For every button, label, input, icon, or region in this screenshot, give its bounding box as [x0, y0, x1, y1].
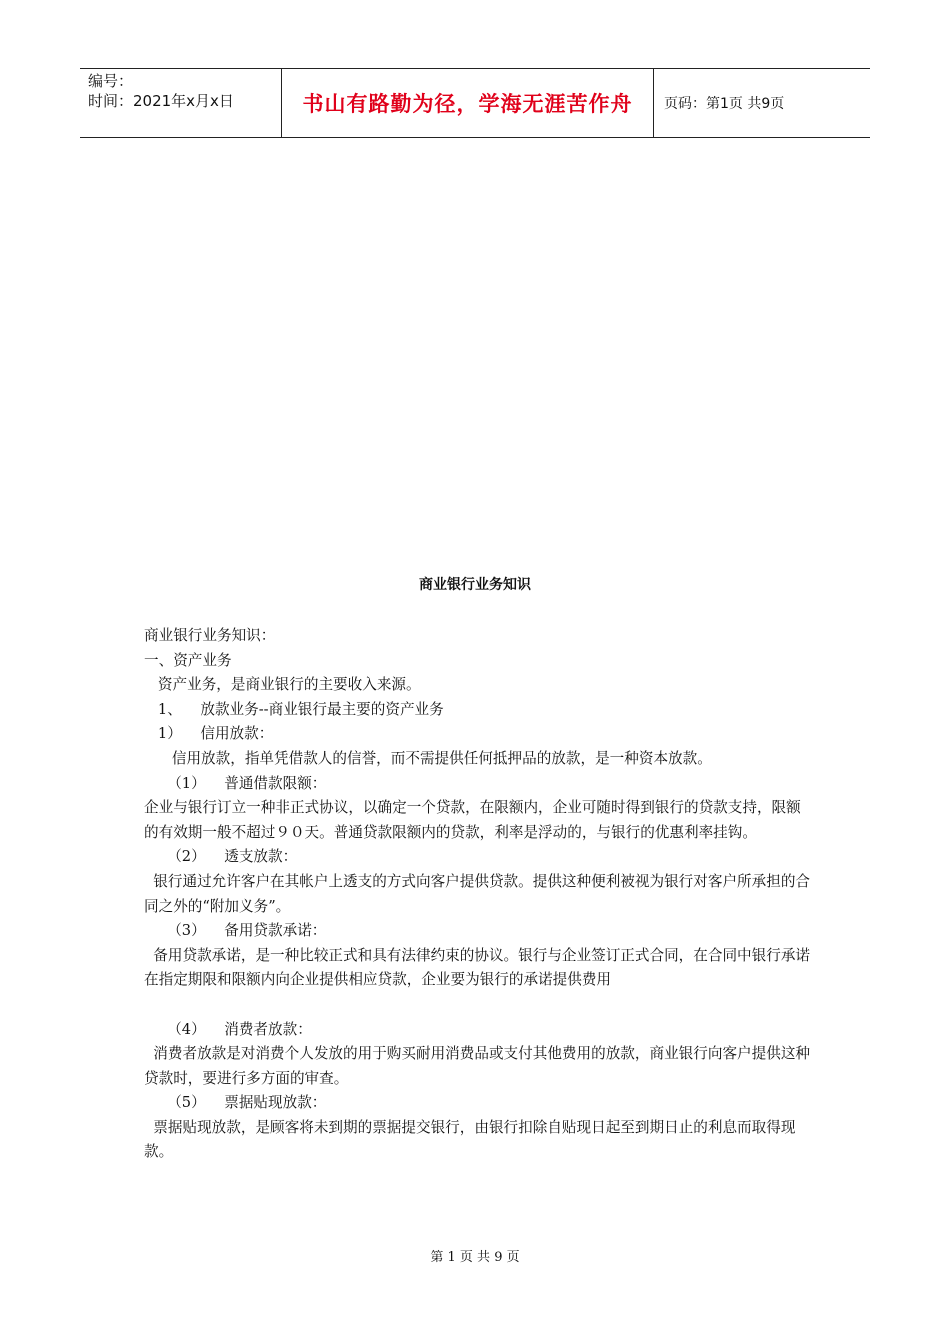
paragraph: 一、资产业务	[144, 651, 232, 669]
time-label: 时间：2021年x月x日	[88, 92, 234, 110]
paragraph: （4） 消费者放款：	[144, 1020, 312, 1038]
paragraph: （5） 票据贴现放款：	[144, 1094, 327, 1112]
paragraph: （2） 透支放款：	[144, 848, 298, 866]
paragraph: 1、 放款业务--商业银行最主要的资产业务	[144, 700, 444, 718]
paragraph: 票据贴现放款，是顾客将未到期的票据提交银行，由银行扣除自贴现日起至到期日止的利息而取得现款。	[144, 1118, 796, 1161]
document-title: 商业银行业务知识	[419, 577, 531, 593]
header-page-info: 页码：第1页 共9页	[664, 96, 785, 112]
paragraph: 1） 信用放款：	[144, 725, 274, 743]
paragraph: 银行通过允许客户在其帐户上透支的方式向客户提供贷款。提供这种便利被视为银行对客户所承担的合同之外的“附加义务”。	[144, 872, 811, 915]
paragraph: 信用放款，指单凭借款人的信誉，而不需提供任何抵押品的放款，是一种资本放款。	[144, 749, 712, 767]
page-footer: 第 1 页 共 9 页	[430, 1250, 520, 1265]
paragraph: 企业与银行订立一种非正式协议，以确定一个贷款，在限额内，企业可随时得到银行的贷款支持，限额的有效期一般不超过９０天。普通贷款限额内的贷款，利率是浮动的，与银行的优惠利率挂钩。	[144, 799, 801, 841]
paragraph	[144, 993, 810, 1018]
paragraph: 消费者放款是对消费个人发放的用于购买耐用消费品或支付其他费用的放款，商业银行向客户提供这种贷款时，要进行多方面的审查。	[144, 1045, 811, 1087]
paragraph: 备用贷款承诺，是一种比较正式和具有法律约束的协议。银行与企业签订正式合同，在合同中银行承诺在指定期限和限额内向企业提供相应贷款，企业要为银行的承诺提供费用	[144, 946, 811, 989]
header-motto: 书山有路勤为径，学海无涯苦作舟	[282, 69, 654, 137]
document-header	[80, 68, 870, 138]
paragraph: （1） 普通借款限额：	[144, 774, 327, 792]
document-body	[144, 624, 810, 1165]
number-label: 编号：	[88, 72, 134, 90]
paragraph: 资产业务，是商业银行的主要收入来源。	[144, 676, 421, 694]
paragraph: （3） 备用贷款承诺：	[144, 922, 327, 940]
header-meta	[80, 69, 282, 137]
paragraph: 商业银行业务知识：	[144, 627, 276, 644]
